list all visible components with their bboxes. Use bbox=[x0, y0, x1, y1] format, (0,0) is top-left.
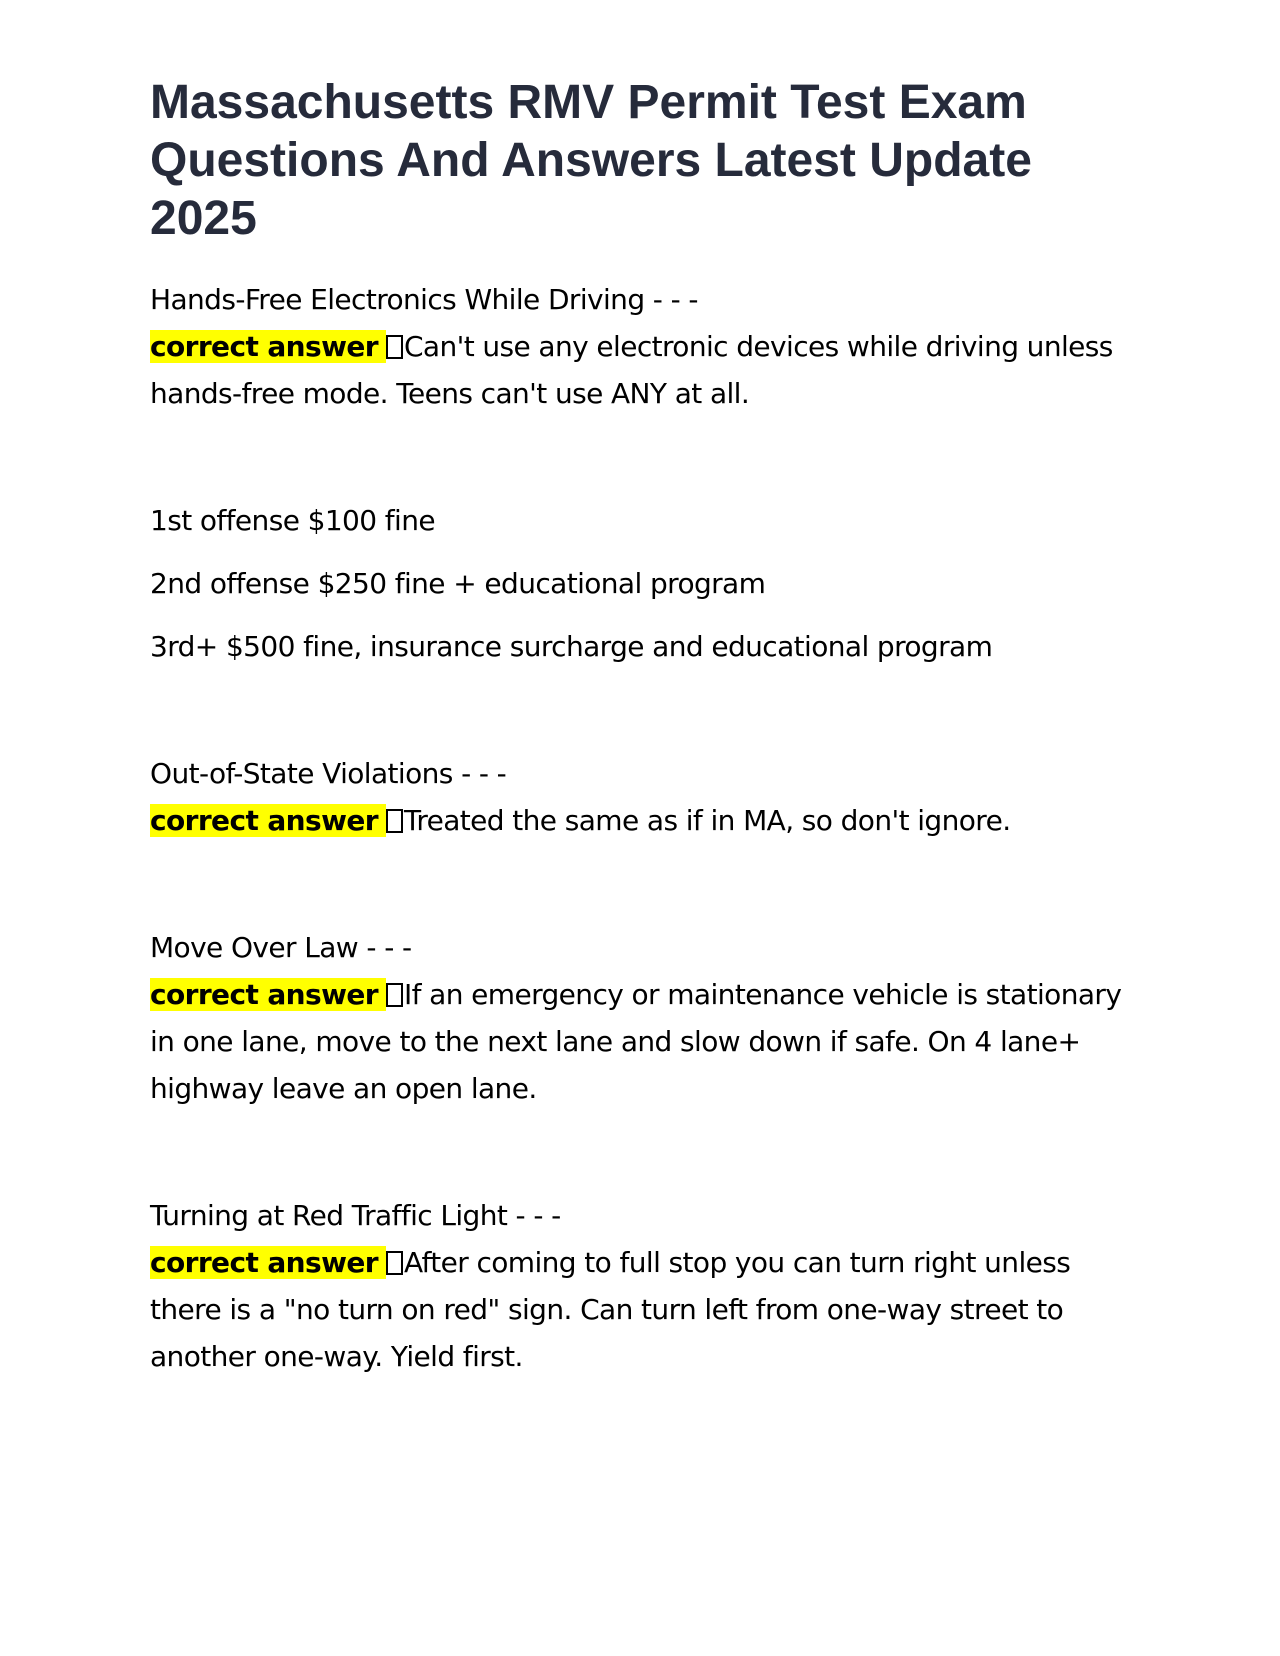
question-text: Out-of-State Violations - - - bbox=[150, 757, 507, 790]
fine-item: 1st offense $100 fine bbox=[150, 504, 435, 537]
answer-line bbox=[150, 323, 1140, 417]
correct-answer-label: correct answer bbox=[150, 1246, 386, 1279]
qa-item bbox=[150, 750, 1140, 844]
missing-glyph-icon bbox=[386, 809, 403, 833]
question-text: Move Over Law - - - bbox=[150, 931, 412, 964]
answer-text: Can't use any electronic devices while driving unless hands-free mode. Teens can't use ANY at all. bbox=[150, 330, 1113, 410]
qa-item bbox=[150, 924, 1140, 1112]
answer-text: Treated the same as if in MA, so don't ignore. bbox=[403, 804, 1011, 837]
answer-text: If an emergency or maintenance vehicle is stationary in one lane, move to the next lane and slow down if safe. On 4 lane+ highway leave an open lane. bbox=[150, 978, 1122, 1105]
answer-text: After coming to full stop you can turn right unless there is a "no turn on red" sign. Can turn left from one-way street to another one-way. Yield first. bbox=[150, 1246, 1071, 1373]
document-page bbox=[150, 74, 1140, 1380]
question-text: Turning at Red Traffic Light - - - bbox=[150, 1199, 561, 1232]
correct-answer-label: correct answer bbox=[150, 330, 386, 363]
answer-line bbox=[150, 797, 1140, 844]
qa-item bbox=[150, 1192, 1140, 1380]
qa-item bbox=[150, 276, 1140, 417]
answer-line bbox=[150, 971, 1140, 1112]
missing-glyph-icon bbox=[386, 1251, 403, 1275]
missing-glyph-icon bbox=[386, 335, 403, 359]
missing-glyph-icon bbox=[386, 983, 403, 1007]
fine-item: 3rd+ $500 fine, insurance surcharge and educational program bbox=[150, 630, 993, 663]
answer-line bbox=[150, 1239, 1140, 1380]
fines-list bbox=[150, 497, 1140, 670]
correct-answer-label: correct answer bbox=[150, 804, 386, 837]
fine-item: 2nd offense $250 fine + educational program bbox=[150, 567, 766, 600]
correct-answer-label: correct answer bbox=[150, 978, 386, 1011]
question-text: Hands-Free Electronics While Driving - - - bbox=[150, 283, 698, 316]
document-title: Massachusetts RMV Permit Test Exam Questions And Answers Latest Update 2025 bbox=[150, 76, 1032, 245]
